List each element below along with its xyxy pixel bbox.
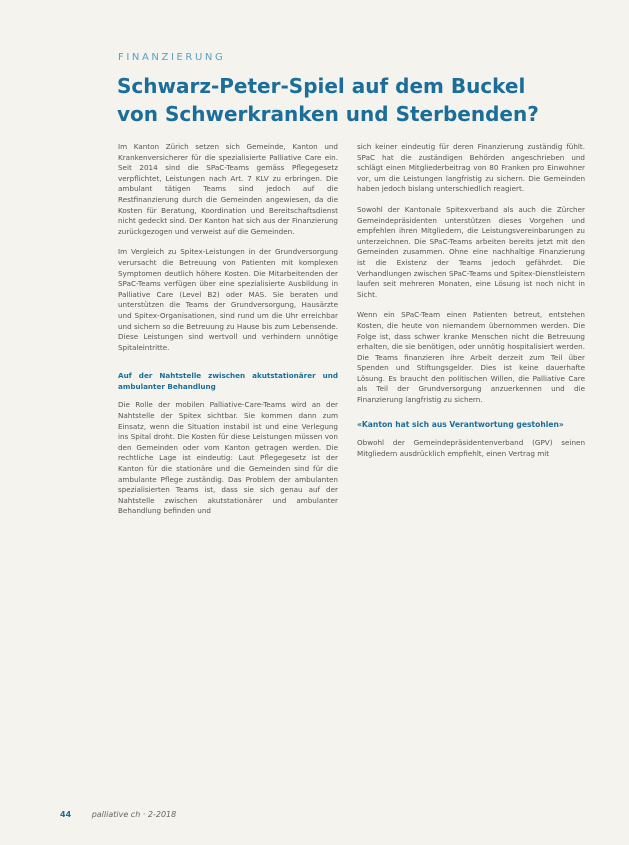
title-line-2: von Schwerkranken und Sterbenden? xyxy=(117,102,539,126)
right-paragraph-2: Sowohl der Kantonale Spitexverband als auch die Zürcher Gemeindepräsidenten unterstützen dieses Vorgehen und empfehlen ihren Mitgliedern, die Leistungsvereinbarungen zu unterzeichnen. Die SPaC-Teams arbeiten bereits jetzt mit den Gemeinden zusammen. Ohne eine nachhaltige Finanzierung ist die Existenz der Teams jedoch gefährdet. Die Verhandlungen zwischen SPaC-Teams und Spitex-Dienstleistern laufen seit mehreren Monaten, eine Lösung ist noch nicht in Sicht. xyxy=(357,204,585,299)
magazine-issue: palliative ch · 2-2018 xyxy=(91,810,177,819)
right-subheading: «Kanton hat sich aus Verantwortung gestohlen» xyxy=(357,419,564,429)
page-number: 44 xyxy=(60,810,72,819)
right-paragraph-1: sich keiner eindeutig für deren Finanzierung zuständig fühlt. SPaC hat die zuständigen Behörden angeschrieben und schlägt einen Mitgliederbeitrag von 80 Franken pro Einwohner vor, um die Leistungen langfristig zu sichern. Die Gemeinden haben jedoch bislang unterschiedlich reagiert. xyxy=(357,142,585,194)
page-footer xyxy=(60,810,176,819)
left-column xyxy=(118,142,338,527)
left-paragraph-2: Im Vergleich zu Spitex-Leistungen in der Grundversorgung verursacht die Betreuung von Patienten mit komplexen Symptomen deutlich höhere Kosten. Die Mitarbeitenden der SPaC-Teams verfügen über eine spezialisierte Ausbildung in Palliative Care (Level B2) oder MAS. Sie beraten und unterstützen die Teams der Grundversorgung, Hausärzte und Spitex-Organisationen, sind rund um die Uhr erreichbar und sichern so die Betreuung zu Hause bis zum Lebensende. Diese Leistungen sind wertvoll und verhindern unnötige Spitaleintritte. xyxy=(118,247,338,352)
left-paragraph-1: Im Kanton Zürich setzen sich Gemeinde, Kanton und Krankenversicherer für die spezialisierte Palliative Care ein. Seit 2014 sind die SPaC-Teams gemäss Pflegegesetz verpflichtet, Leistungen nach Art. 7 KLV zu erbringen. Die ambulant tätigen Teams sind jedoch auf die Restfinanzierung durch die Gemeinden angewiesen, da die Kosten für Beratung, Koordination und Bereitschaftsdienst nicht gedeckt sind. Der Kanton hat sich aus der Finanzierung zurückgezogen und verweist auf die Gemeinden. xyxy=(118,142,338,236)
right-paragraph-3: Wenn ein SPaC-Team einen Patienten betreut, entstehen Kosten, die heute von niemandem übernommen werden. Die Folge ist, dass schwer kranke Menschen nicht die Betreuung erhalten, die sie benötigen, oder unnötig hospitalisiert werden. Die Teams finanzieren ihre Arbeit derzeit zum Teil über Spenden und Stiftungsgelder. Dies ist keine dauerhafte Lösung. Es braucht den politischen Willen, die Palliative Care als Teil der Grundversorgung anzuerkennen und die Finanzierung langfristig zu sichern. xyxy=(357,310,585,405)
right-paragraph-4: Obwohl der Gemeindepräsidentenverband (GPV) seinen Mitgliedern ausdrücklich empfiehlt, einen Vertrag mit xyxy=(357,438,585,458)
left-paragraph-3: Die Rolle der mobilen Palliative-Care-Teams wird an der Nahtstelle der Spitex sichtbar. Sie kommen dann zum Einsatz, wenn die Situation instabil ist und eine Verlegung ins Spital droht. Die Kosten für diese Leistungen müssen von den Gemeinden oder vom Kanton getragen werden. Die rechtliche Lage ist eindeutig: Laut Pflegegesetz ist der Kanton für die stationäre und die Gemeinden sind für die ambulante Pflege zuständig. Das Problem der ambulanten spezialisierten Teams ist, dass sie sich genau auf der Nahtstelle zwischen akutstationärer und ambulanter Behandlung befinden und xyxy=(118,400,338,516)
title-line-1: Schwarz-Peter-Spiel auf dem Buckel xyxy=(117,74,526,98)
article-title xyxy=(117,72,557,128)
right-column xyxy=(357,142,585,469)
section-kicker: FINANZIERUNG xyxy=(118,52,226,63)
left-subheading: Auf der Nahtstelle zwischen akutstationärer und ambulanter Behandlung xyxy=(118,371,338,391)
